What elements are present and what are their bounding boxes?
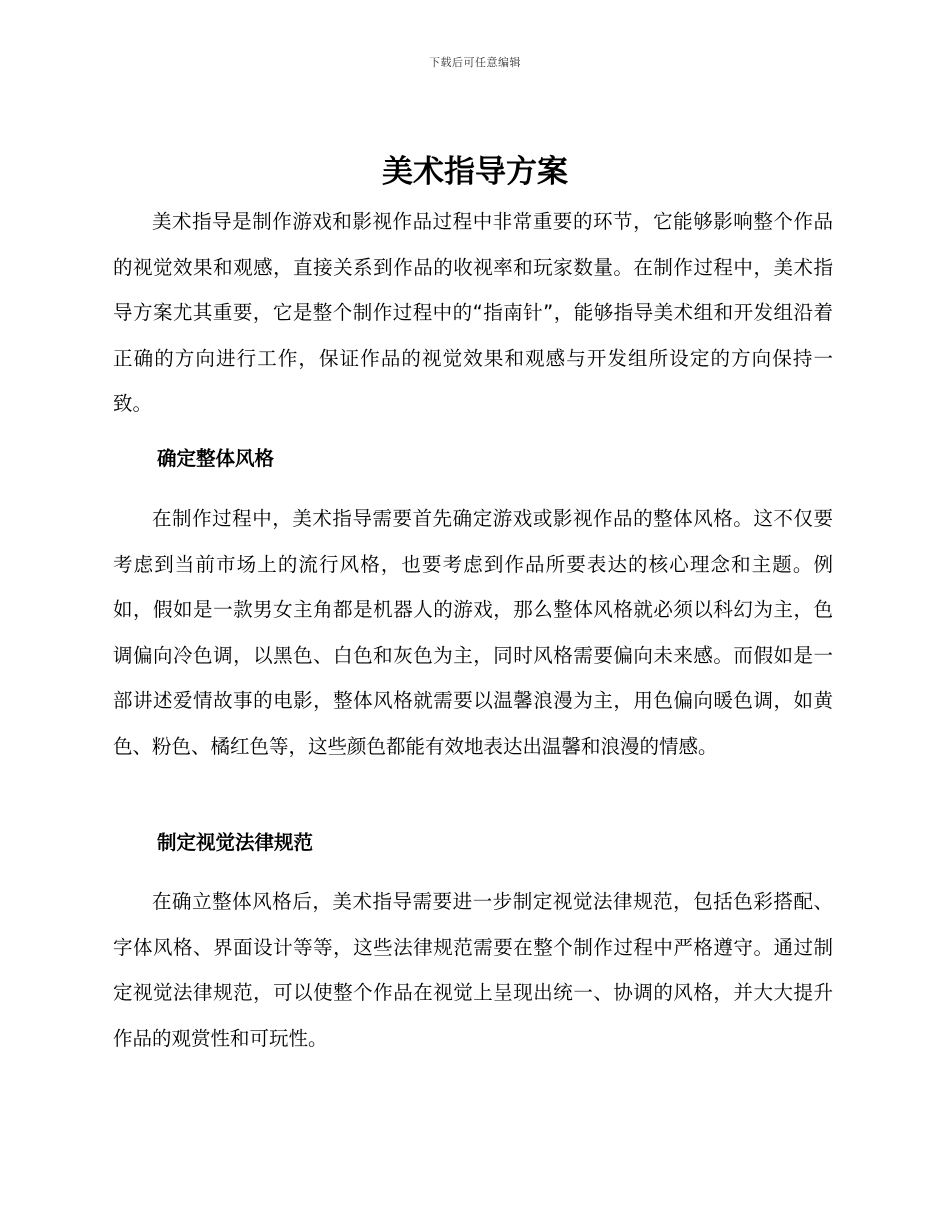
section-body-visual-rules: 在确立整体风格后，美术指导需要进一步制定视觉法律规范，包括色彩搭配、字体风格、界面设计等等，这些法律规范需要在整个制作过程中严格遵守。通过制定视觉法律规范，可以使整个作品在视觉上呈现出统一、协调的风格，并大大提升作品的观赏性和可玩性。 <box>113 890 833 1050</box>
document-title: 美术指导方案 <box>382 154 568 190</box>
header-note: 下载后可任意编辑 <box>429 56 521 69</box>
section-body-overall-style: 在制作过程中，美术指导需要首先确定游戏或影视作品的整体风格。这不仅要考虑到当前市场上的流行风格，也要考虑到作品所要表达的核心理念和主题。例如，假如是一款男女主角都是机器人的游戏，那么整体风格就必须以科幻为主，色调偏向冷色调，以黑色、白色和灰色为主，同时风格需要偏向未来感。而假如是一部讲述爱情故事的电影，整体风格就需要以温馨浪漫为主，用色偏向暖色调，如黄色、粉色、橘红色等，这些颜色都能有效地表达出温馨和浪漫的情感。 <box>113 507 833 758</box>
intro-paragraph: 美术指导是制作游戏和影视作品过程中非常重要的环节，它能够影响整个作品的视觉效果和观感，直接关系到作品的收视率和玩家数量。在制作过程中，美术指导方案尤其重要，它是整个制作过程中的“指南针”，能够指导美术组和开发组沿着正确的方向进行工作，保证作品的视觉效果和观感与开发组所设定的方向保持一致。 <box>113 210 833 416</box>
section-heading-visual-rules: 制定视觉法律规范 <box>157 831 314 854</box>
section-heading-overall-style: 确定整体风格 <box>157 447 275 470</box>
